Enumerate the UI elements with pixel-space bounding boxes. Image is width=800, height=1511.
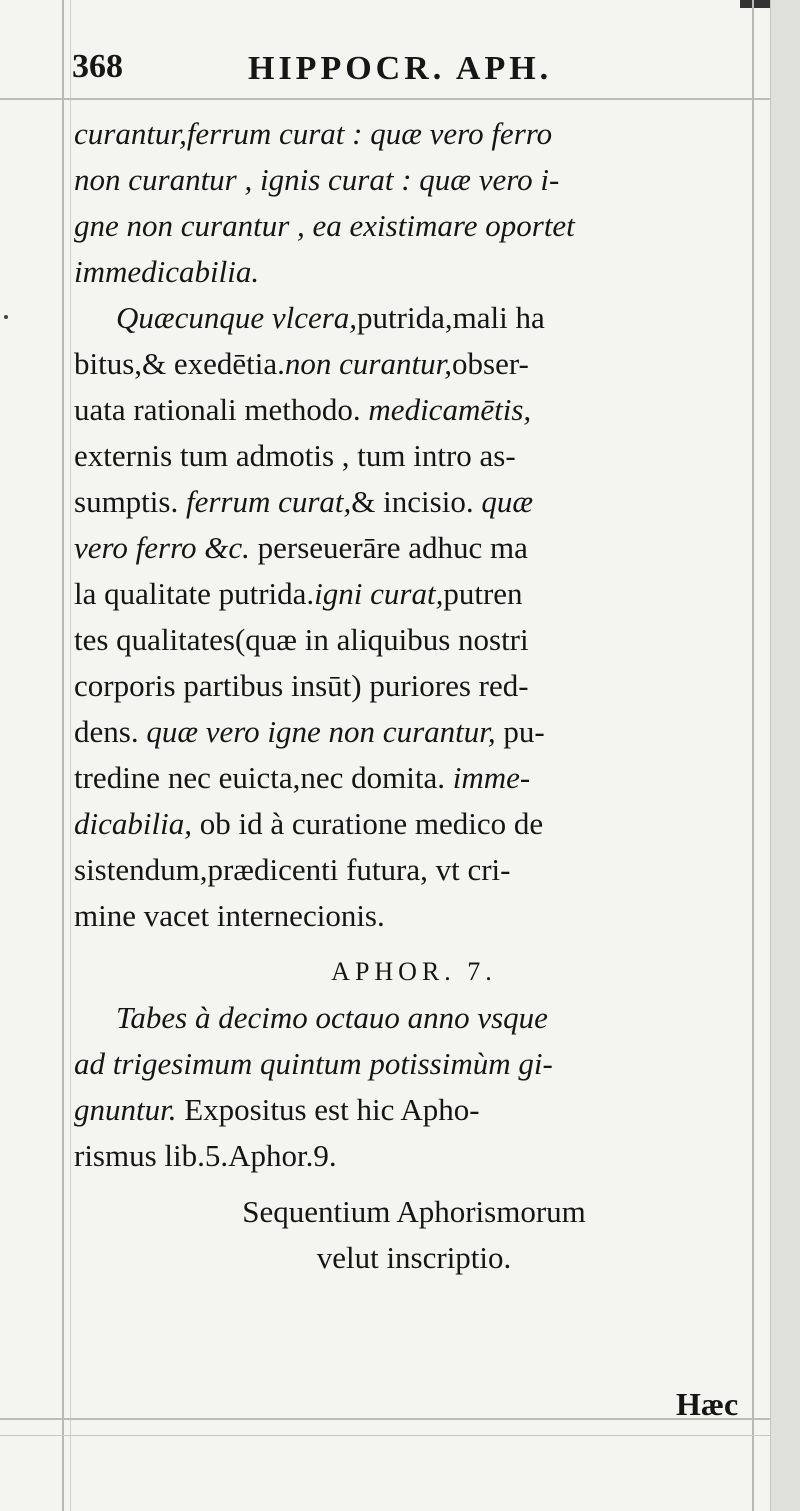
- commentary-text: ob id à curatione medico de: [199, 806, 544, 841]
- commentary-text: dens.: [74, 714, 139, 749]
- text-line: mine vacet internecionis.: [74, 898, 385, 933]
- margin-rule-left: [62, 0, 64, 1511]
- running-title: HIPPOCR. APH.: [248, 50, 553, 87]
- header-rule: [0, 98, 770, 100]
- text-block: [74, 112, 754, 1282]
- page-number: 368: [72, 48, 123, 85]
- lemma-text: dicabilia,: [74, 806, 192, 841]
- lemma-text: quæ: [481, 484, 534, 519]
- text-line: immedicabilia.: [74, 254, 260, 289]
- aphorism-heading: APHOR. 7.: [331, 957, 497, 986]
- lemma-text: quæ vero igne non curantur,: [146, 714, 496, 749]
- lemma-text: medicamētis,: [368, 392, 532, 427]
- commentary-text: perseuerāre adhuc ma: [257, 530, 528, 565]
- text-line: [74, 296, 754, 342]
- commentary-text: pu-: [503, 714, 545, 749]
- lemma-text: non curantur,: [284, 346, 452, 381]
- text-line: sistendum,prædicenti futura, vt cri-: [74, 852, 511, 887]
- commentary-text: putrida,mali ha: [357, 300, 545, 335]
- text-line: rismus lib.5.Aphor.9.: [74, 1138, 337, 1173]
- lemma-text: gnuntur.: [74, 1092, 177, 1127]
- text-line: [74, 710, 754, 756]
- spacer: [74, 1180, 754, 1190]
- lemma-text: ferrum curat,: [185, 484, 352, 519]
- text-line: externis tum admotis , tum intro as-: [74, 438, 516, 473]
- text-line: ad trigesimum quintum potissimùm gi-: [74, 1046, 553, 1081]
- text-line: non curantur , ignis curat : quæ vero i-: [74, 162, 560, 197]
- commentary-text: sumptis.: [74, 484, 179, 519]
- commentary-text: tredine nec euicta,nec domita.: [74, 760, 445, 795]
- text-line: corporis partibus insūt) puriores red-: [74, 668, 529, 703]
- text-line: tes qualitates(quæ in aliquibus nostri: [74, 622, 529, 657]
- text-line: [74, 480, 754, 526]
- commentary-text: Expositus est hic Apho-: [184, 1092, 480, 1127]
- lemma-text: imme-: [452, 760, 531, 795]
- closing-line: Sequentium Aphorismorum: [242, 1194, 586, 1229]
- commentary-text: & incisio.: [351, 484, 474, 519]
- text-line: [74, 756, 754, 802]
- catchword: Hæc: [676, 1386, 739, 1422]
- spacer: [74, 940, 754, 950]
- text-line: gne non curantur , ea existimare oportet: [74, 208, 575, 243]
- text-line: [74, 802, 754, 848]
- footer-rule: [0, 1418, 770, 1420]
- closing-line: velut inscriptio.: [316, 1240, 512, 1275]
- text-line: [74, 572, 754, 618]
- margin-dot: [4, 315, 8, 319]
- text-line: [74, 388, 754, 434]
- text-line: [74, 526, 754, 572]
- commentary-text: uata rationali methodo.: [74, 392, 361, 427]
- footer-rule-lower: [0, 1435, 770, 1436]
- margin-rule-left-inner: [70, 0, 71, 1511]
- commentary-text: putren: [443, 576, 523, 611]
- lemma-text: vero ferro &c.: [74, 530, 250, 565]
- text-line: [74, 1088, 754, 1134]
- text-line: [74, 342, 754, 388]
- lemma-text: igni curat,: [314, 576, 444, 611]
- lemma-text: Quæcunque vlcera,: [116, 300, 358, 335]
- commentary-text: obser-: [452, 346, 529, 381]
- commentary-text: bitus,& exedētia.: [74, 346, 285, 381]
- text-line: curantur,ferrum curat : quæ vero ferro: [74, 116, 553, 151]
- running-header: [72, 48, 752, 94]
- text-line: Tabes à decimo octauo anno vsque: [116, 1000, 548, 1035]
- scan-edge-right: [770, 0, 800, 1511]
- commentary-text: la qualitate putrida.: [74, 576, 315, 611]
